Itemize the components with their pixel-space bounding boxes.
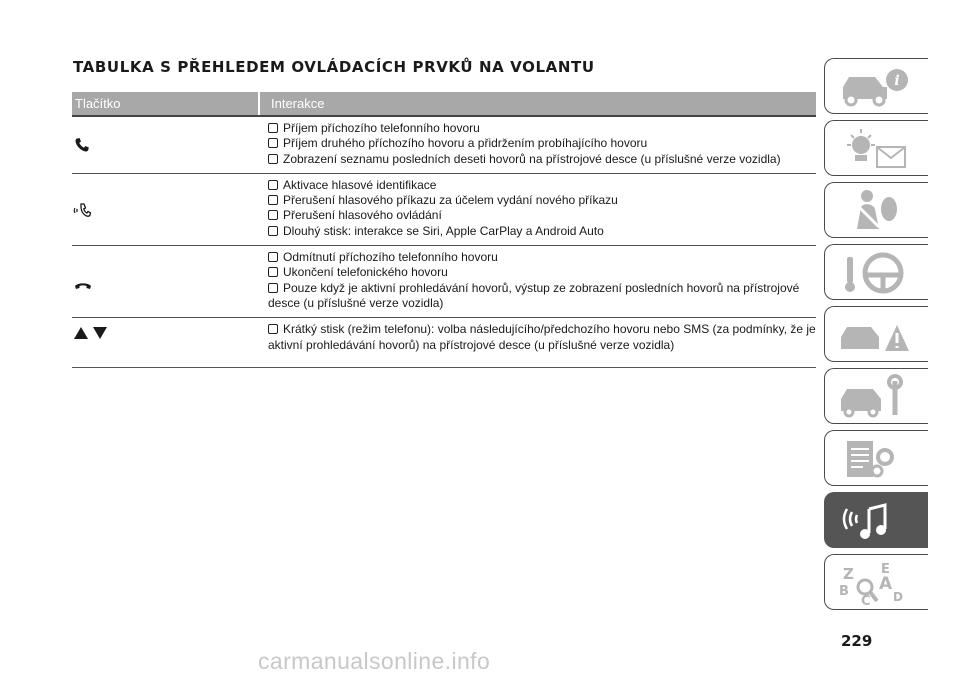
list-item: Pouze když je aktivní prohledávání hovorů, výstup ze zobrazení posledních hovorů na přístrojové desce (u příslušné verze vozidla): [268, 280, 800, 310]
page-number: 229: [841, 632, 873, 650]
list-item: Přerušení hlasového ovládání: [268, 208, 816, 223]
technical-data-icon: [835, 435, 915, 483]
interaction-cell: [268, 246, 816, 317]
bullet-box-icon: [268, 210, 278, 220]
tab-starting-driving[interactable]: [824, 244, 928, 300]
interaction-cell: [268, 318, 816, 367]
watermark: carmanualsonline.info: [258, 648, 491, 674]
tab-index[interactable]: [824, 554, 928, 610]
bullet-box-icon: [268, 154, 278, 164]
table-row: [72, 174, 816, 246]
list-item: Krátký stisk (režim telefonu): volba následujícího/předchozího hovoru nebo SMS (za podmínky, že je aktivní prohledávání hovorů) na přístrojové desce (u příslušné verze vozidla): [268, 322, 816, 352]
button-cell: [72, 246, 268, 317]
list-item: Přerušení hlasového příkazu za účelem vydání nového příkazu: [268, 193, 816, 208]
page-title: TABULKA S PŘEHLEDEM OVLÁDACÍCH PRVKŮ NA VOLANTU: [73, 58, 595, 76]
svg-text:B: B: [839, 584, 849, 599]
list-item: Aktivace hlasové identifikace: [268, 178, 816, 193]
bullet-box-icon: [268, 138, 278, 148]
svg-text:A: A: [879, 574, 893, 594]
tab-warning-lights[interactable]: [824, 120, 928, 176]
svg-text:C: C: [861, 594, 871, 607]
svg-text:i: i: [894, 73, 900, 89]
interaction-cell: [268, 117, 816, 173]
phone-hangup-icon: [74, 278, 92, 296]
key-steering-wheel-icon: [835, 249, 915, 297]
car-service-wrench-icon: [835, 373, 915, 421]
up-down-arrows-icon: [73, 326, 109, 345]
list-item: Dlouhý stisk: interakce se Siri, Apple CarPlay a Android Auto: [268, 224, 816, 239]
multimedia-icon: [835, 497, 915, 545]
header-button-column: Tlačítko: [75, 96, 121, 111]
car-emergency-icon: [835, 311, 915, 359]
button-cell: [72, 318, 268, 367]
svg-text:E: E: [881, 562, 890, 577]
bullet-box-icon: [268, 324, 278, 334]
bullet-box-icon: [268, 252, 278, 262]
bullet-box-icon: [268, 226, 278, 236]
button-cell: [72, 117, 268, 173]
controls-table: [72, 92, 816, 368]
table-row: [72, 246, 816, 318]
warning-lights-envelope-icon: [835, 125, 915, 173]
table-row: [72, 117, 816, 174]
bullet-box-icon: [268, 195, 278, 205]
car-info-icon: [835, 63, 915, 111]
phone-answer-icon: [74, 137, 90, 158]
list-item: Ukončení telefonického hovoru: [268, 265, 816, 280]
tab-maintenance[interactable]: [824, 368, 928, 424]
bullet-box-icon: [268, 267, 278, 277]
svg-text:Z: Z: [843, 565, 854, 583]
list-item: Odmítnutí příchozího telefonního hovoru: [268, 250, 816, 265]
voice-command-icon: [73, 201, 91, 224]
tab-technical-data[interactable]: [824, 430, 928, 486]
button-cell: [72, 174, 268, 245]
seatbelt-airbag-icon: [835, 187, 915, 235]
list-item: Příjem druhého příchozího hovoru a přidržením probíhajícího hovoru: [268, 136, 816, 151]
tab-multimedia[interactable]: [824, 492, 928, 548]
svg-text:D: D: [893, 590, 903, 604]
table-row: [72, 318, 816, 368]
bullet-box-icon: [268, 123, 278, 133]
table-header: [72, 92, 816, 117]
header-interaction-column: Interakce: [258, 92, 816, 115]
tab-safety[interactable]: [824, 182, 928, 238]
interaction-cell: [268, 174, 816, 245]
tab-car-info[interactable]: [824, 58, 928, 114]
bullet-box-icon: [268, 180, 278, 190]
tab-emergency[interactable]: [824, 306, 928, 362]
bullet-box-icon: [268, 283, 278, 293]
list-item: Zobrazení seznamu posledních deseti hovorů na přístrojové desce (u příslušné verze vozidla): [268, 152, 816, 167]
alphabetical-index-icon: [835, 559, 915, 607]
list-item: Příjem příchozího telefonního hovoru: [268, 121, 816, 136]
